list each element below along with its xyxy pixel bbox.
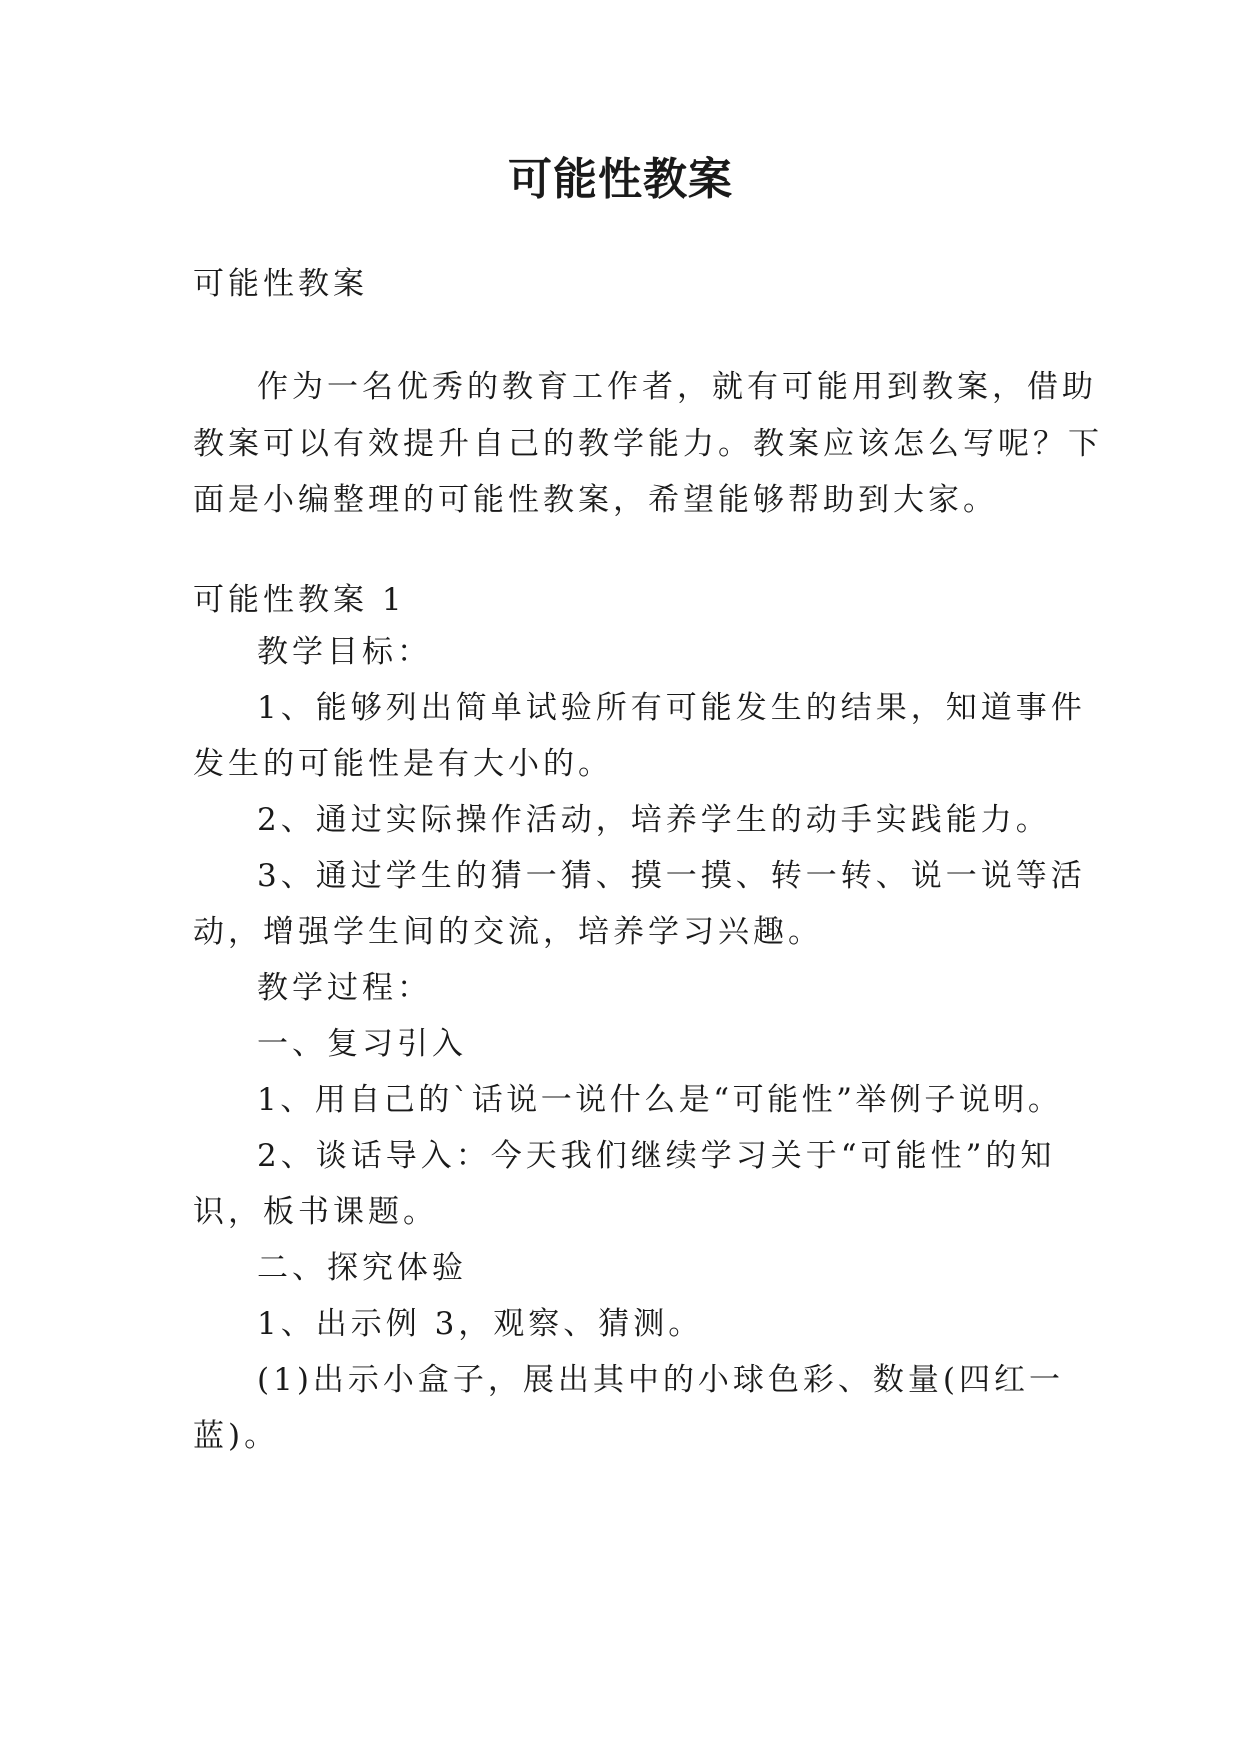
goal-3-line-1: 3、通过学生的猜一猜、摸一摸、转一转、说一说等活 [257,858,1086,894]
part-2-item-1a-line-1: (1)出示小盒子，展出其中的小球色彩、数量(四红一 [257,1362,1065,1398]
intro-line-3: 面是小编整理的可能性教案，希望能够帮助到大家。 [193,482,998,518]
intro-line-2: 教案可以有效提升自己的教学能力。教案应该怎么写呢？下 [193,426,1103,462]
document-subtitle: 可能性教案 [193,266,368,302]
goal-3-line-2: 动，增强学生间的交流，培养学习兴趣。 [193,914,823,950]
part-2-heading: 二、探究体验 [257,1250,467,1286]
process-heading: 教学过程： [257,970,432,1006]
document-title: 可能性教案 [508,154,733,205]
part-2-item-1a-line-2: 蓝)。 [193,1418,280,1454]
part-2-item-1: 1、出示例 3，观察、猜测。 [257,1306,704,1342]
part-1-item-1: 1、用自己的`话说一说什么是“可能性”举例子说明。 [257,1082,1063,1118]
goal-1-line-1: 1、能够列出简单试验所有可能发生的结果，知道事件 [257,690,1086,726]
goals-heading: 教学目标： [257,634,432,670]
part-1-item-2-line-1: 2、谈话导入：今天我们继续学习关于“可能性”的知 [257,1138,1056,1174]
goal-2: 2、通过实际操作活动，培养学生的动手实践能力。 [257,802,1051,838]
goal-1-line-2: 发生的可能性是有大小的。 [193,746,613,782]
intro-line-1: 作为一名优秀的教育工作者，就有可能用到教案，借助 [257,369,1097,405]
part-1-item-2-line-2: 识，板书课题。 [193,1194,438,1230]
section-heading: 可能性教案 1 [193,582,406,618]
part-1-heading: 一、复习引入 [257,1026,467,1062]
